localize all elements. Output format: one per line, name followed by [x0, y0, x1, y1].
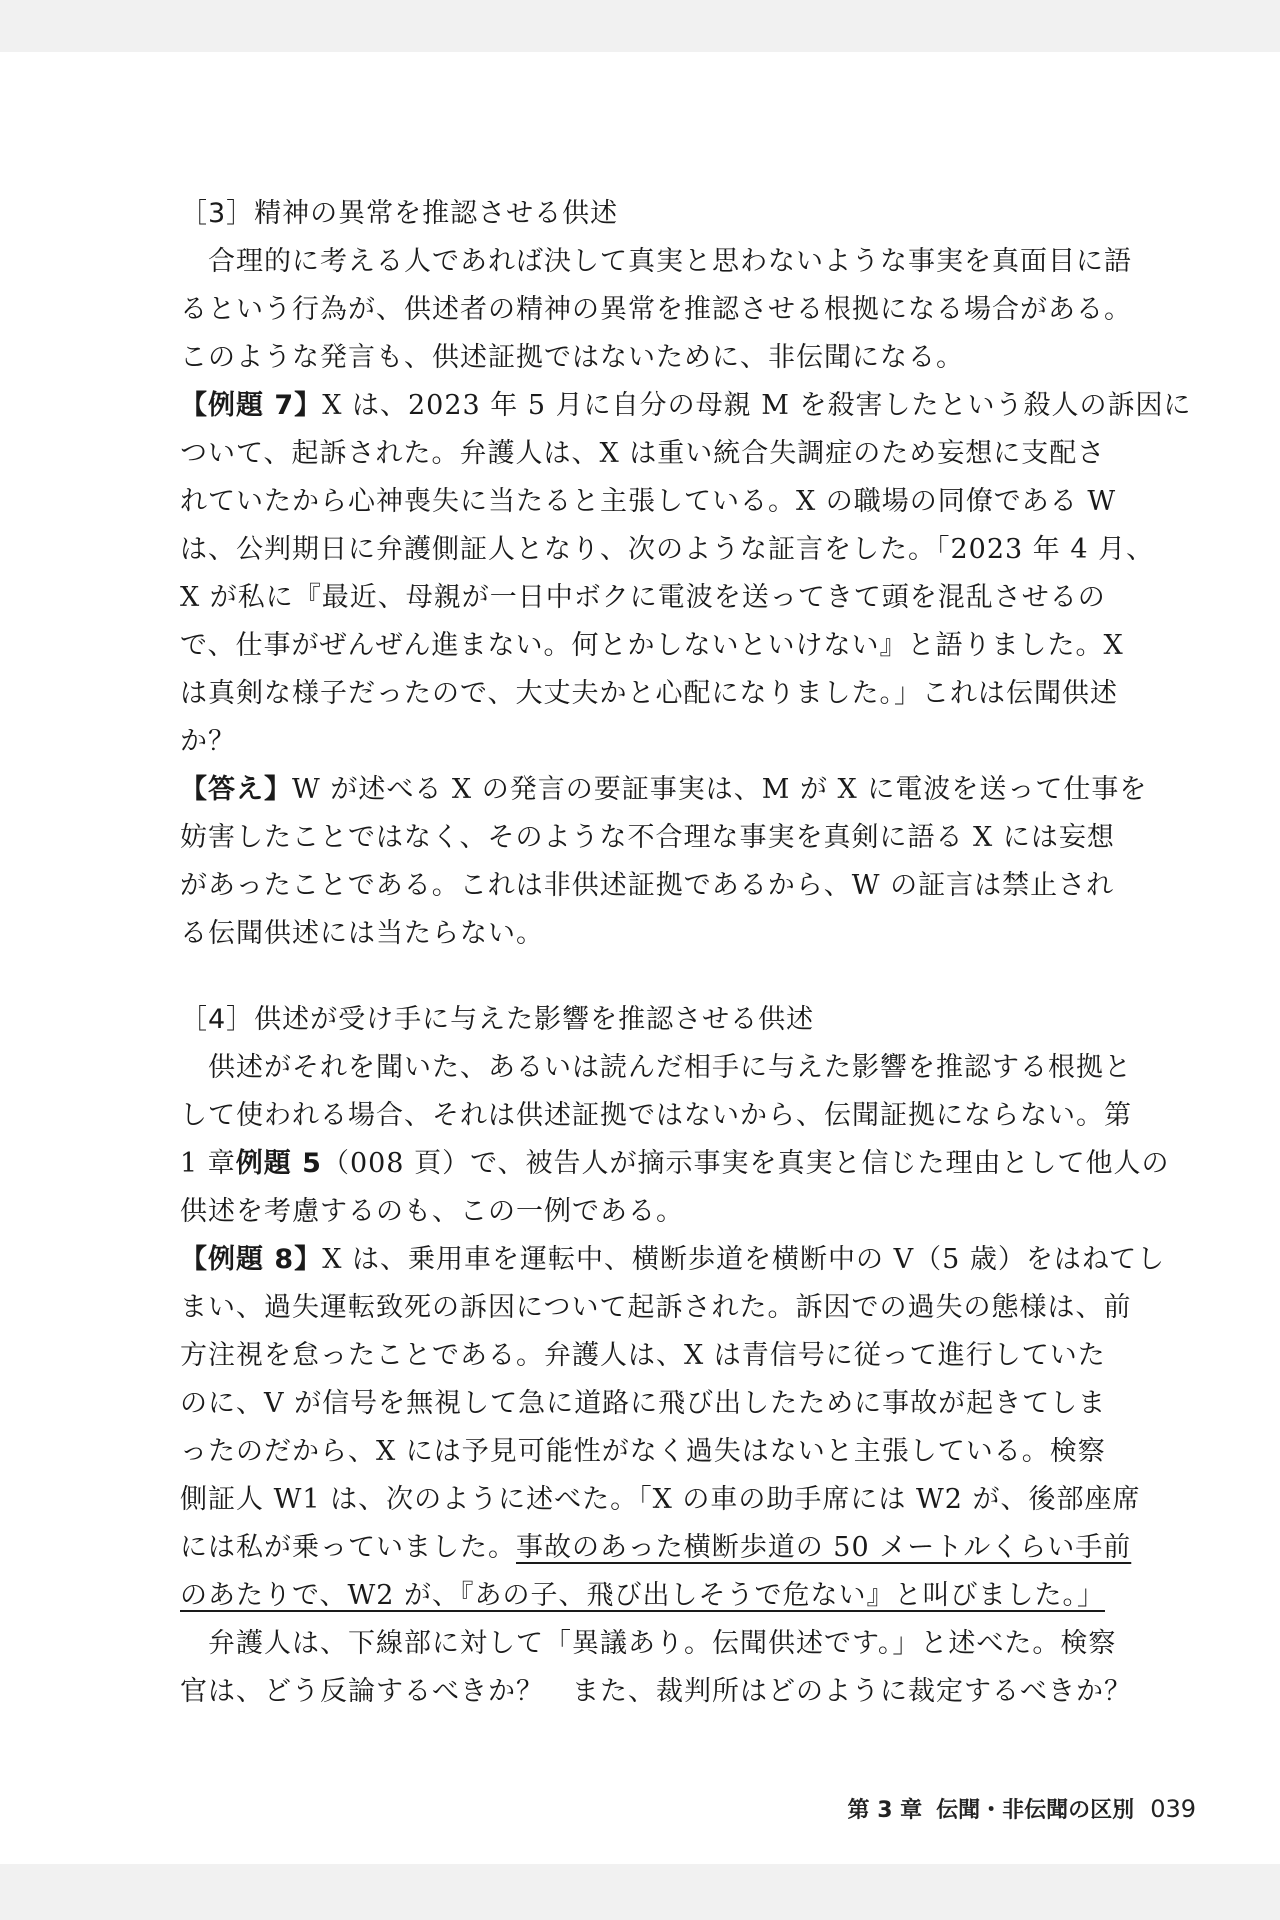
- example-line: 方注視を怠ったことである。弁護人は、X は青信号に従って進行していた: [180, 1340, 1106, 1371]
- example-line: ついて、起訴された。弁護人は、X は重い統合失調症のため妄想に支配さ: [180, 438, 1106, 469]
- example-line: [180, 382, 1192, 430]
- running-footer: [848, 1793, 1196, 1824]
- example-line: [180, 1524, 1130, 1572]
- section-heading: ［3］精神の異常を推認させる供述: [180, 198, 619, 229]
- paragraph-line: [180, 1140, 1170, 1188]
- example-text: X は、2023 年 5 月に自分の母親 M を殺害したという殺人の訴因に: [322, 390, 1192, 421]
- answer-text: W が述べる X の発言の要証事実は、M が X に電波を送って仕事を: [292, 774, 1148, 805]
- example-line: ったのだから、X には予見可能性がなく過失はないと主張している。検察: [180, 1436, 1106, 1467]
- answer-line: [180, 766, 1148, 814]
- example-line: で、仕事がぜんぜん進まない。何とかしないといけない』と語りました。X: [180, 630, 1124, 661]
- underlined-testimony: 事故のあった横断歩道の 50 メートルくらい手前: [516, 1532, 1132, 1563]
- paragraph-text: （008 頁）で、被告人が摘示事実を真実と信じた理由として他人の: [321, 1148, 1170, 1179]
- example-line: まい、過失運転致死の訴因について起訴された。訴因での過失の態様は、前: [180, 1292, 1132, 1323]
- answer-line: る伝聞供述には当たらない。: [180, 918, 544, 949]
- section-gap: [180, 958, 1130, 996]
- answer-line: があったことである。これは非供述証拠であるから、W の証言は禁止され: [180, 870, 1115, 901]
- example-line: のに、V が信号を無視して急に道路に飛び出したために事故が起きてしま: [180, 1388, 1107, 1419]
- underlined-testimony: のあたりで、W2 が、『あの子、飛び出しそうで危ない』と叫びました。」: [180, 1580, 1105, 1611]
- answer-label: 【答え】: [180, 774, 292, 805]
- paragraph-line: して使われる場合、それは供述証拠ではないから、伝聞証拠にならない。第: [180, 1100, 1132, 1131]
- paragraph-line: 合理的に考える人であれば決して真実と思わないような事実を真面目に語: [180, 246, 1132, 277]
- page-number: 039: [1150, 1795, 1196, 1823]
- paragraph-line: るという行為が、供述者の精神の異常を推認させる根拠になる場合がある。: [180, 294, 1132, 325]
- example-line: れていたから心神喪失に当たると主張している。X の職場の同僚である W: [180, 486, 1117, 517]
- chapter-ref: 1 章: [180, 1148, 236, 1179]
- example-line: か？: [180, 726, 236, 757]
- paragraph-line: 供述がそれを聞いた、あるいは読んだ相手に与えた影響を推認する根拠と: [180, 1052, 1132, 1083]
- example-label: 【例題 7】: [180, 390, 323, 421]
- answer-line: 妨害したことではなく、そのような不合理な事実を真剣に語る X には妄想: [180, 822, 1115, 853]
- example-text: X は、乗用車を運転中、横断歩道を横断中の V（5 歳）をはねてし: [322, 1244, 1166, 1275]
- example-ref: 例題 5: [235, 1148, 322, 1179]
- example-line: は、公判期日に弁護側証人となり、次のような証言をした。「2023 年 4 月、: [180, 534, 1155, 565]
- footer-title: 伝聞・非伝聞の区別: [936, 1798, 1135, 1823]
- paragraph-line: このような発言も、供述証拠ではないために、非伝聞になる。: [180, 342, 964, 373]
- closing-line: 弁護人は、下線部に対して「異議あり。伝聞供述です。」と述べた。検察: [180, 1628, 1117, 1659]
- example-line: [180, 1236, 1166, 1284]
- page-content: [180, 190, 1192, 1716]
- example-line: は真剣な様子だったので、大丈夫かと心配になりました。」これは伝聞供述: [180, 678, 1118, 709]
- example-line: 側証人 W1 は、次のように述べた。「X の車の助手席には W2 が、後部座席: [180, 1484, 1141, 1515]
- paragraph-line: 供述を考慮するのも、この一例である。: [180, 1196, 684, 1227]
- example-line: X が私に『最近、母親が一日中ボクに電波を送ってきて頭を混乱させるの: [180, 582, 1106, 613]
- example-line: [180, 1572, 1130, 1620]
- footer-chapter: 第 3 章: [847, 1798, 923, 1823]
- page: [0, 52, 1280, 1864]
- section-heading: ［4］供述が受け手に与えた影響を推認させる供述: [180, 1004, 815, 1035]
- example-label: 【例題 8】: [180, 1244, 323, 1275]
- example-text: には私が乗っていました。: [180, 1532, 516, 1563]
- closing-line: 官は、どう反論するべきか？ また、裁判所はどのように裁定するべきか？: [180, 1676, 1132, 1707]
